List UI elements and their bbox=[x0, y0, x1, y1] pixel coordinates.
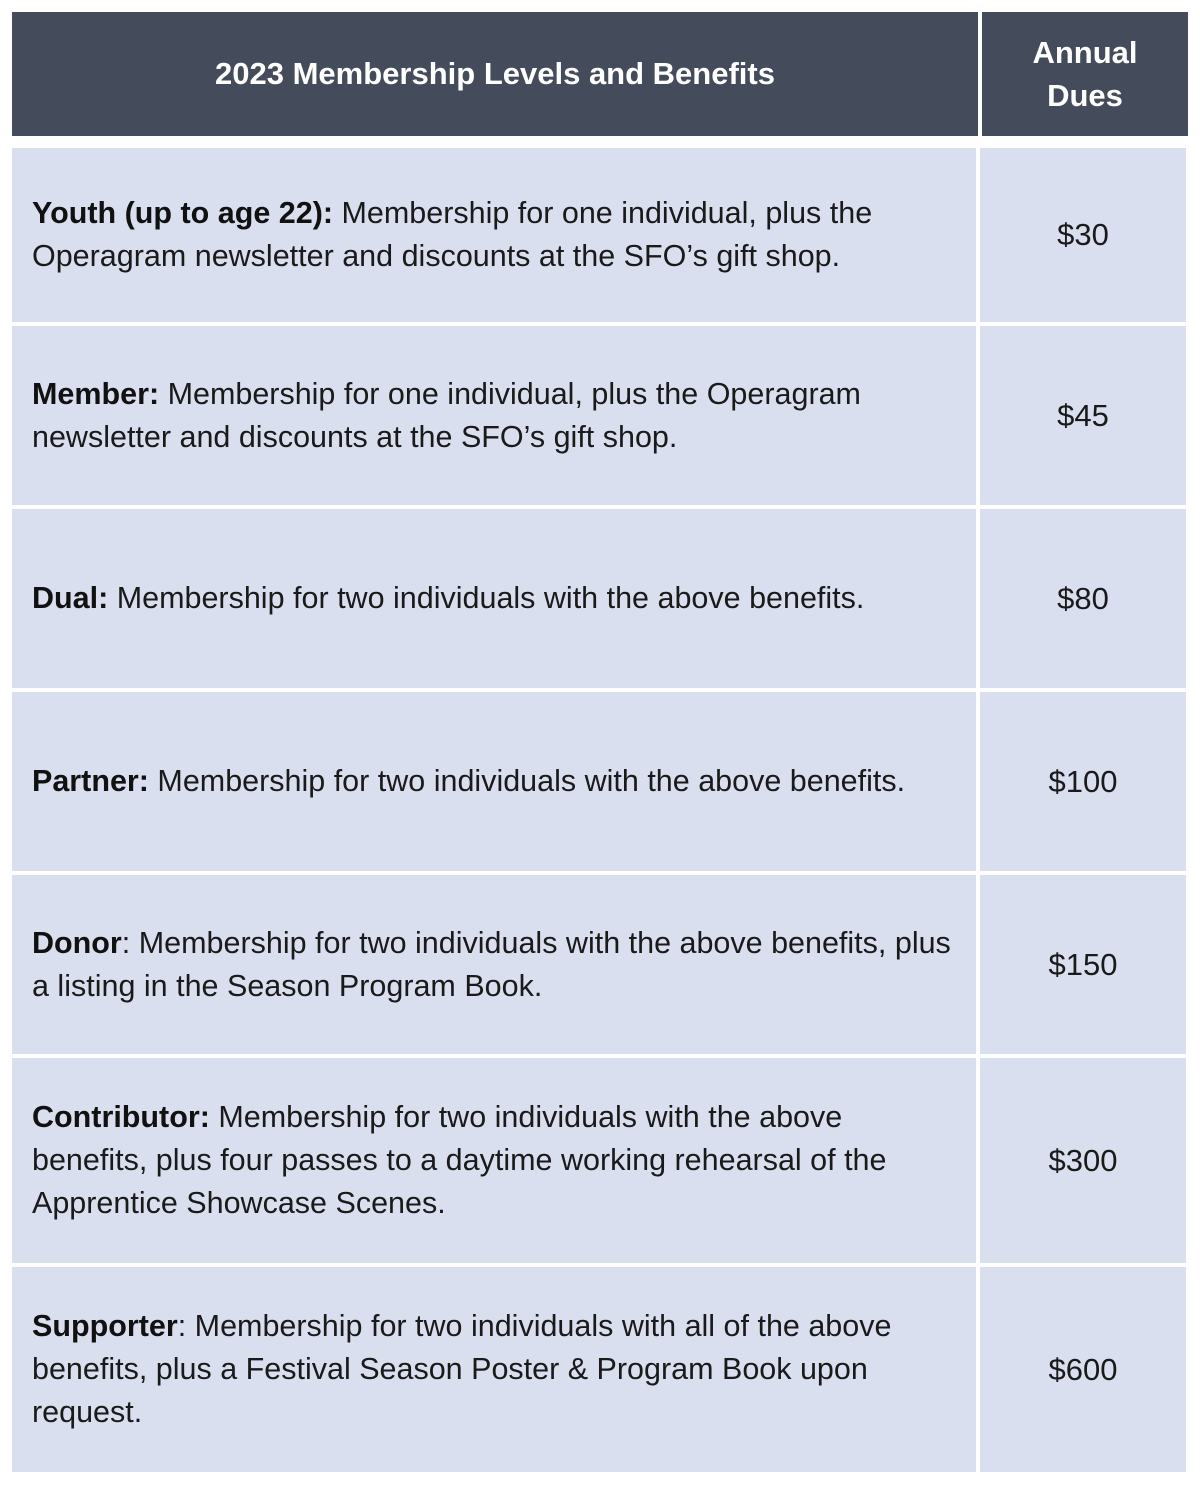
annual-dues: $150 bbox=[980, 875, 1186, 1054]
level-description: : Membership for two individuals with the above benefits, plus a listing in the Season Program Book. bbox=[32, 925, 951, 1003]
annual-dues: $80 bbox=[980, 509, 1186, 688]
header-title: 2023 Membership Levels and Benefits bbox=[12, 12, 978, 136]
annual-dues: $30 bbox=[980, 148, 1186, 322]
table-row bbox=[12, 1058, 1189, 1263]
level-name: Member: bbox=[32, 376, 160, 411]
table-header bbox=[12, 12, 1189, 136]
level-name: Youth (up to age 22): bbox=[32, 196, 334, 230]
header-dues bbox=[982, 12, 1188, 136]
level-description: Membership for one individual, plus the Operagram newsletter and discounts at the SFO’s gift shop. bbox=[32, 196, 873, 273]
annual-dues: $600 bbox=[980, 1267, 1186, 1472]
table-row bbox=[12, 1267, 1189, 1472]
table-row bbox=[12, 875, 1189, 1054]
level-description-cell bbox=[12, 326, 976, 505]
annual-dues: $100 bbox=[980, 692, 1186, 871]
level-description-cell bbox=[12, 875, 976, 1054]
membership-table bbox=[12, 12, 1189, 1476]
level-description-cell bbox=[12, 148, 976, 322]
table-row bbox=[12, 326, 1189, 505]
level-name: Supporter bbox=[32, 1309, 178, 1343]
table-row bbox=[12, 148, 1189, 322]
level-description: Membership for two individuals with the above benefits, plus four passes to a daytime working rehearsal of the Apprentice Showcase Scenes. bbox=[32, 1100, 887, 1220]
annual-dues: $300 bbox=[980, 1058, 1186, 1263]
level-name: Partner: bbox=[32, 764, 149, 798]
level-description-cell bbox=[12, 1058, 976, 1263]
level-name: Contributor: bbox=[32, 1100, 210, 1134]
header-dues-line2: Dues bbox=[1047, 78, 1123, 113]
level-description-cell bbox=[12, 1267, 976, 1472]
level-name: Dual: bbox=[32, 581, 109, 615]
level-description: Membership for two individuals with the above benefits. bbox=[148, 764, 906, 798]
level-description-cell bbox=[12, 509, 976, 688]
level-description: : Membership for two individuals with all of the above benefits, plus a Festival Season Poster & Program Book upon request. bbox=[32, 1309, 892, 1429]
level-description: Membership for two individuals with the above benefits. bbox=[108, 581, 865, 615]
annual-dues: $45 bbox=[980, 326, 1186, 505]
table-row bbox=[12, 692, 1189, 871]
level-description: Membership for one individual, plus the Operagram newsletter and discounts at the SFO’s gift shop. bbox=[32, 376, 861, 454]
table-row bbox=[12, 509, 1189, 688]
level-description-cell bbox=[12, 692, 976, 871]
level-name: Donor bbox=[32, 925, 122, 960]
header-dues-line1: Annual bbox=[1032, 35, 1138, 70]
